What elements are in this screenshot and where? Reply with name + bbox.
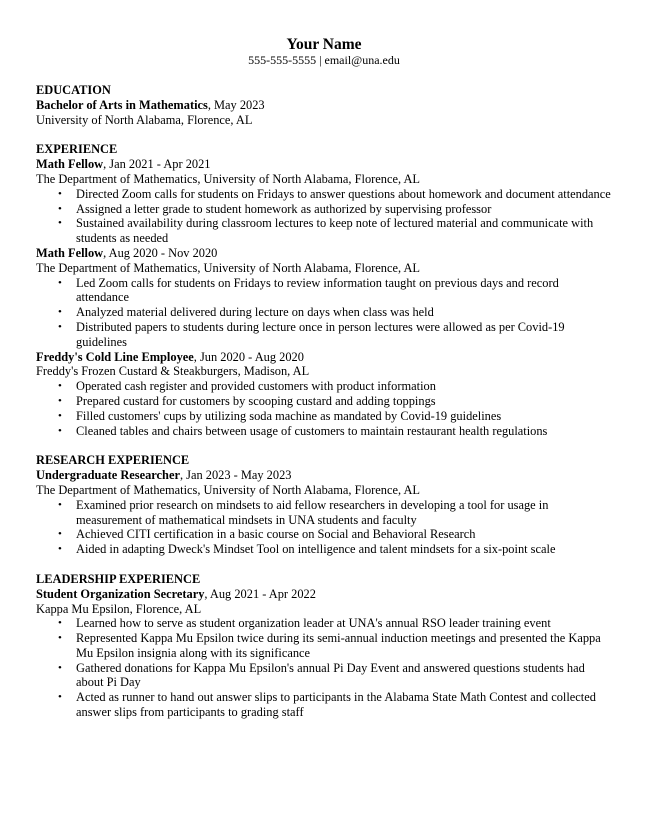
bullet-text: Operated cash register and provided customers with product information <box>76 379 436 394</box>
bullet-item <box>36 320 612 350</box>
document-header <box>36 36 612 68</box>
bullet-text: Analyzed material delivered during lecture on days when class was held <box>76 305 434 320</box>
section-education <box>36 83 612 127</box>
entry-subtitle: University of North Alabama, Florence, AL <box>36 112 253 127</box>
bullet-item <box>36 187 612 202</box>
bullet-text: Filled customers' cups by utilizing soda machine as mandated by Covid-19 guidelines <box>76 408 502 423</box>
entry-dates: , Aug 2020 - Nov 2020 <box>103 245 218 260</box>
bullet-text: Sustained availability during classroom lectures to keep note of lectured material and communicate with students as needed <box>76 216 594 246</box>
bullet-glyph: • <box>58 217 62 230</box>
entry <box>36 98 612 128</box>
section-heading: EDUCATION <box>36 83 111 97</box>
entry-title: Math Fellow <box>36 157 104 172</box>
bullet-glyph: • <box>58 632 62 645</box>
bullet-item <box>36 379 612 394</box>
entry-dates: , Jun 2020 - Aug 2020 <box>193 349 304 364</box>
bullet-item <box>36 394 612 409</box>
entry-title: Math Fellow <box>36 245 104 260</box>
bullet-item <box>36 276 612 306</box>
person-name: Your Name <box>286 36 362 53</box>
bullet-item <box>36 631 612 661</box>
entry-title-line <box>36 587 612 602</box>
entry-dates: , Jan 2021 - Apr 2021 <box>103 157 211 172</box>
bullet-glyph: • <box>58 187 62 200</box>
bullet-glyph: • <box>58 320 62 333</box>
section-heading: RESEARCH EXPERIENCE <box>36 453 190 468</box>
bullet-text: Represented Kappa Mu Epsilon twice during its semi-annual induction meetings and presented the Kappa Mu Epsilon insignia along with its significance <box>76 631 601 660</box>
bullet-glyph: • <box>58 617 62 630</box>
entry-title-line <box>36 350 612 365</box>
bullet-glyph: • <box>58 394 62 407</box>
contact-line: 555-555-5555 | email@una.edu <box>248 53 400 67</box>
bullet-glyph: • <box>58 543 62 556</box>
bullet-glyph: • <box>58 691 62 704</box>
bullet-item <box>36 616 612 631</box>
bullet-glyph: • <box>58 498 62 511</box>
entry-title: Bachelor of Arts in Mathematics <box>36 97 208 112</box>
section-research-experience <box>36 453 612 557</box>
bullet-item <box>36 527 612 542</box>
entry-dates: , Jan 2023 - May 2023 <box>179 468 292 483</box>
entry-subtitle: The Department of Mathematics, University of North Alabama, Florence, AL <box>36 260 420 275</box>
entry-title: Freddy's Cold Line Employee <box>36 349 194 364</box>
bullet-text: Gathered donations for Kappa Mu Epsilon's annual Pi Day Event and answered questions students had about Pi Day <box>76 660 585 690</box>
bullet-item <box>36 305 612 320</box>
bullet-item <box>36 542 612 557</box>
bullet-text: Assigned a letter grade to student homework as authorized by supervising professor <box>76 201 492 216</box>
entry-dates: , Aug 2021 - Apr 2022 <box>204 586 316 601</box>
bullet-item <box>36 216 612 246</box>
bullet-item <box>36 661 612 691</box>
entry-title-line <box>36 98 612 113</box>
bullet-text: Examined prior research on mindsets to aid fellow researchers in developing a tool for usage in measurement of mathematical mindsets in UNA students and faculty <box>76 497 549 527</box>
entry <box>36 246 612 350</box>
bullet-text: Distributed papers to students during lecture once in person lectures were allowed as per Covid-19 guidelines <box>76 319 565 349</box>
bullet-item <box>36 498 612 528</box>
entry <box>36 350 612 439</box>
bullet-glyph: • <box>58 202 62 215</box>
bullet-text: Directed Zoom calls for students on Fridays to answer questions about homework and document attendance <box>76 186 611 201</box>
bullet-item <box>36 202 612 217</box>
bullet-glyph: • <box>58 409 62 422</box>
bullet-text: Cleaned tables and chairs between usage of customers to maintain restaurant health regulations <box>76 423 548 438</box>
entry-dates: , May 2023 <box>207 97 265 112</box>
entry-title-line <box>36 468 612 483</box>
entry <box>36 587 612 720</box>
entry-subtitle: Kappa Mu Epsilon, Florence, AL <box>36 601 202 616</box>
section-heading: EXPERIENCE <box>36 142 118 157</box>
bullet-glyph: • <box>58 380 62 393</box>
bullet-text: Aided in adapting Dweck's Mindset Tool on intelligence and talent mindsets for a six-point scale <box>76 542 556 557</box>
bullet-item <box>36 424 612 439</box>
bullet-glyph: • <box>58 276 62 289</box>
section-heading: LEADERSHIP EXPERIENCE <box>36 571 201 586</box>
bullet-glyph: • <box>58 424 62 437</box>
bullet-text: Achieved CITI certification in a basic course on Social and Behavioral Research <box>76 527 476 542</box>
entry-title: Student Organization Secretary <box>36 586 205 601</box>
bullet-text: Acted as runner to hand out answer slips to participants in the Alabama State Math Contest and collected answer slips from participants to grading staff <box>76 690 596 720</box>
entry-title-line <box>36 246 612 261</box>
bullet-glyph: • <box>58 528 62 541</box>
entry-title-line <box>36 157 612 172</box>
entry-subtitle: Freddy's Frozen Custard & Steakburgers, Madison, AL <box>36 364 310 379</box>
bullet-item <box>36 409 612 424</box>
bullet-text: Led Zoom calls for students on Fridays to review information taught on previous days and record attendance <box>76 275 559 305</box>
entry <box>36 468 612 557</box>
bullet-item <box>36 690 612 720</box>
entry <box>36 157 612 246</box>
entry-subtitle: The Department of Mathematics, University of North Alabama, Florence, AL <box>36 482 420 497</box>
entry-title: Undergraduate Researcher <box>36 468 180 483</box>
bullet-text: Learned how to serve as student organization leader at UNA's annual RSO leader training event <box>76 616 551 631</box>
bullet-glyph: • <box>58 306 62 319</box>
bullet-glyph: • <box>58 661 62 674</box>
section-experience <box>36 142 612 438</box>
section-leadership-experience <box>36 572 612 720</box>
entry-subtitle: The Department of Mathematics, University of North Alabama, Florence, AL <box>36 171 420 186</box>
bullet-text: Prepared custard for customers by scooping custard and adding toppings <box>76 393 436 408</box>
